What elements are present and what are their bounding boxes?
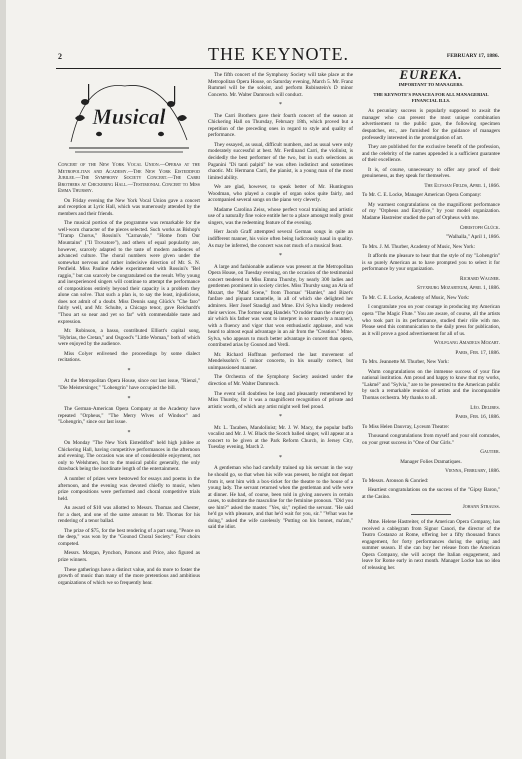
dispatch-recipient: To Messrs. Aronson & Conried: — [362, 477, 429, 484]
page-header — [56, 44, 501, 69]
paragraph: The German-American Opera Company at the Academy have repeated "Orpheus," "The Merry Wives of Windsor" and "Lohengrin," since our last issue. — [58, 406, 200, 426]
dispatch-signature: Gautier. — [480, 449, 500, 456]
intro-headline: Concert of the New York Vocal Union.—Operas at the Metropolitan and Academy.—The New York Eisteddfod Jubilee.—The Symphony Society Concert.—The Carri Brothers at Chickering Hall.—Testimonial Concert to Miss Emma Thursby. — [58, 162, 200, 195]
section-star: * — [279, 253, 282, 260]
paragraph: The musical portion of the programme was remarkable for the well-worn character of the pieces selected. Such works as Bishop's "Tramp Chorus," Rossini's "Carnavale," "Home from Our Mountains" ("Il Trovatore"), and others of equal popularity are, however, scarcely adapted to the taste of modern audiences of advanced culture. The choral numbers were given under the somewhat nervous and rather indecisive direction of Mr. S. N. Penfield. Miss Pauline Adele experimented with Rossini's "Bel raggio," but can scarcely be congratulated on the result. Why young and inexperienced singers will continue to attempt the performance of compositions entirely beyond their capacity is a problem they alone can solve. That such a plan is, to say the least, injudicious, does not admit of a doubt. Miss Dennis sang Glück's "Che faro" fairly well, and Mr. Schulte, a Chicago tenor, gave Reichardt's "Thou art so near and yet so far" with commendable taste and expression. — [58, 220, 200, 325]
paragraph: At the Metropolitan Opera House, since our last issue, "Rienzi," "Die Meistersinger," "Lohengrin" have occupied the bill. — [58, 378, 200, 391]
dispatch-signature: Christoph Glück. — [459, 224, 500, 231]
paragraph: Messrs. Morgan, Pynchon, Parsons and Price, also figured as prize winners. — [58, 550, 200, 563]
dispatch-body: Thousand congratulations from myself and your old comrades, on your great success in "One of Our Girls." — [362, 433, 500, 446]
paragraph: A large and fashionable audience was present at the Metropolitan Opera House, on Tuesday evening, on the occasion of the testimonial concert tendered to Miss Emma Thursby, by nearly 300 ladies and gentlemen prominent in society circles. Miss Thursby sang an Aria of Mozart, the "Mad Scene," from Thomas' "Hamlet," and Bizet's fanfare and piquant tarantelle, in all of which she delighted her admirers. Herr Josef Staudigl and Mme. Elvi Sylva kindly rendered their services. The former sang Handels "O rudder than the cherry (an air which his father was wont to interpret in so masterly a manner), with a fluency and vigor that won enthusiastic applause, and was heard to almost equal advantage in an air from the "Creation." Mme. Sylva, who appears to much better advantage in concert than opera, contributed arias by Gounod and Verdi. — [208, 263, 353, 349]
paragraph: On Friday evening the New York Vocal Union gave a concert and reception at Lyric Hall, which was numerously attended by the members and their friends. — [58, 197, 200, 217]
paragraph: An award of $10 was allotted to Messrs. Thomas and Chester, for a duet, and one of the same amount to Mr. Thomas for his rendering of a tenor ballad. — [58, 505, 200, 525]
paragraph: The Carri Brothers gave their fourth concert of the season at Chickering Hall on Thursday, February 18th, which proved but a repetition of the preceding ones in regard to style and quality of performance. — [208, 112, 353, 139]
dispatch-place: Paris, Feb. 17, 1886. — [455, 349, 500, 356]
paragraph: We are glad, however, to speak better of Mr. Huntington Woodman, who played a couple of organ solos quite fairly, and accompanied several songs on the piano very cleverly. — [208, 184, 353, 204]
eureka-heading: EUREKA. — [399, 67, 463, 82]
section-star: * — [279, 102, 282, 109]
paragraph: The event will doubtless be long and pleasantly remembered by Miss Thursby, for it was a magnificent recognition of private and artistic worth, of which any artist might well feel proud. — [208, 390, 353, 410]
section-star: * — [127, 367, 131, 374]
logo-text: Musical — [92, 104, 166, 129]
paragraph: The Orchestra of the Symphony Society assisted under the direction of Mr. Walter Damrosch. — [208, 374, 353, 387]
musical-notes-icon — [65, 72, 193, 156]
paragraph: A number of prizes were bestowed for essays and poems in the afternoon, and the evening was devoted chiefly to music, when prize compositions were performed and choral competitive trials held. — [58, 475, 200, 502]
dispatch-place: "Walhalla," April 1, 1866. — [446, 234, 500, 241]
issue-date: FEBRUARY 17, 1886. — [446, 53, 499, 59]
dispatch-body: Warm congratulations on the immense success of your fine national institution. Am proud and happy to know that my works, "Lakmé" and "Sylvia," are to be presented to the American public by such a remarkable reunion of artists and the incomparable Thomas orchestra. My thanks to all. — [362, 368, 500, 402]
eureka-subheading-2: THE KEYNOTE'S PANACEA FOR ALL MANAGERIAL FINANCIAL ILLS. — [373, 92, 489, 103]
divider — [411, 514, 451, 515]
dispatch-body: My warmest congratulations on the magnificent performance of my "Orpheus and Eurydice," by your model organization. Madame Hastreiter studied the part of Orpheus with me. — [362, 201, 500, 221]
dispatch-body: I congratulate you on your courage in producing my American opera "The Magic Flute." You are aware, of course, all the artists who took part in its performance, studied their rôle with me. Please send this communication to the daily press for publication, as it will prove a good advertisement for all of us. — [362, 304, 500, 337]
dispatch-signature: Léo. Delibes. — [470, 404, 500, 411]
section-star: * — [279, 414, 282, 421]
section-star: * — [279, 454, 282, 461]
dispatch-place: Styxburg Mozarteum, April 1, 1886. — [417, 285, 500, 292]
paragraph: The fifth concert of the Symphony Society will take place at the Metropolitan Opera House, on Saturday evening, March 5. Mr. Franz Rummel will be the soloist, and perform Rubinstein's D minor Concerto. Mr. Walter Damrosch will conduct. — [208, 72, 353, 98]
dispatch-signature: Johann Strauss. — [462, 503, 500, 510]
column-3 — [362, 67, 500, 575]
musical-logo — [65, 72, 193, 156]
column-1 — [58, 72, 200, 589]
dispatch-signature: Wolfgang Amadeus Mozart. — [434, 340, 500, 347]
dispatch-place: Vienna, February, 1886. — [445, 468, 500, 475]
page-number: 2 — [58, 52, 62, 61]
scan-edge — [0, 0, 6, 759]
eureka-subheading: IMPORTANT TO MANAGERS. — [398, 81, 464, 87]
masthead-title: THE KEYNOTE. — [208, 44, 349, 64]
paragraph: As pecuniary success is popularly supposed to await the manager who can present the most unique combination advertisement to the public gaze, the following specimen despatches, etc., are furnished for the guidance of managers professedly interested in the promulgation of art. — [362, 108, 500, 141]
paragraph: Mr. Richard Hoffman performed the last movement of Mendelssohn's G minor concerto, in his usually correct, but unimpassioned manner. — [208, 351, 353, 371]
paragraph: It is, of course, unnecessary to offer any proof of their genuineness, as they speak for themselves. — [362, 166, 500, 180]
dispatch-recipient: To Miss Helen Dauvray, Lyceum Theatre: — [362, 423, 450, 430]
paragraph: They are published for the exclusive benefit of the profession, and the celebrity of the names appended is a sufficient guarantee of their excellence. — [362, 144, 500, 164]
paragraph: Madame Carolina Zeiss, whose perfect vocal training and artistic use of a naturally fine voice entitle her to a place amongst really great singers, was the redeeming feature of the evening. — [208, 206, 353, 226]
paragraph: The prize of $75, for the best rendering of a part song, "Peace on the deep," was won by the "Gounod Choral Society." Four choirs competed. — [58, 527, 200, 547]
section-star: * — [127, 395, 131, 402]
dispatch-recipient: To Mr. C. E. Locke, Manager American Opera Company: — [362, 192, 482, 199]
dispatch-signature-title: Manager Folies Dramatiques. — [400, 458, 462, 465]
paragraph: Miss Colyer enlivened the proceedings by some dialect recitations. — [58, 350, 200, 364]
dispatch-place: The Elysian Fields, April 1, 1866. — [424, 182, 500, 189]
dispatch-body: It affords me pleasure to hear that the style of my "Lohengrin" is so purely American as to have prompted you to select it for performance by your organization. — [362, 253, 500, 273]
column-2 — [208, 72, 353, 534]
paragraph: They essayed, as usual, difficult numbers, and as usual were only moderately successful at best. Mr. Ferdinand Carri, the violinist, is decidedly the best performer of the two, but in such selections as Paganini "Di tanti palpiti" he was often indistinct and sometimes chaotic. Mr. Hermann Carri, the pianist, is a young man of the most limited ability. — [208, 141, 353, 181]
paragraph: Mr. Robinson, a basso, contributed Elliott's capital song, "Hybrias, the Cretan," and Osgood's "Little Woman," both of which were enjoyed by the audience. — [58, 328, 200, 348]
dispatch-signature: Richard Wagner. — [460, 275, 500, 282]
paragraph: On Monday "The New York Eisteddfod" held high jubilee at Chickering Hall, having competitive performances in the afternoon and evening. The occasion was one of considerable enjoyment, not only to Welshmen, but to the musical public generally, the only drawback being the inordinate length of the entertainment. — [58, 440, 200, 473]
section-star: * — [127, 429, 131, 436]
paragraph: These gatherings have a distinct value, and do more to foster the growth of music than many of the more pretentious and ambitious organizations of which we so frequently hear. — [58, 566, 200, 586]
paragraph: Herr Jacob Graff attempted several German songs in quite an indifferent manner, his voice often being ludicrously nasal in quality. As may be inferred, the concert was not much of a musical feast. — [208, 229, 353, 249]
dispatch-place: Paris, Feb. 16, 1886. — [455, 414, 500, 421]
paragraph: Mr. L. Tacaben, Mandolinist; Mr. J. W. Macy, the popular buffo vocalist and Mr. J. W. Black the Scotch balled singer, will appear at a concert to be given at the Park Reform Church, in Jersey City, Tuesday evening, March 2. — [208, 424, 353, 451]
paragraph: Mme. Helene Hastreiter, of the American Opera Company, has received a cablegram from Signor Canori, the director of the Teatro Costanzo at Rome, offering her a fifty thousand francs engagement, for forty performances during the spring and summer season. If she can buy her release from the American Opera Company, she will accept the Italian engagement, and leave for Rome early in next month. Manager Locke has no idea of releasing her. — [362, 519, 500, 571]
dispatch-recipient: To Mr. C. E. Locke, Academy of Music, New York: — [362, 294, 470, 301]
paragraph: A gentleman who had carefully trained up his servant in the way he should go, so that when his wife was present, he might not depart from it, sent him with a box-ticket for the theatre to the house of a young lady. The servant returned when the gentleman and wife were at dinner. He had, of course, been told in giving answers in certain cases, to substitute the masculine for the feminine pronoun. "Did you see him?" asked the master. "Yes, sir," replied the servant. "He said he'd go with pleasure, and that he'd wait for you, sir." "What was he doing," asked the wife carelessly "Putting on his bonnet, ma'am," said the idiot. — [208, 465, 353, 531]
dispatch-body: Heartiest congratulations on the success of the "Gipsy Baron," at the Casino. — [362, 487, 500, 501]
dispatch-recipient: To Mrs. Jeannette M. Thurber, New York: — [362, 359, 449, 366]
dispatch-recipient: To Mrs. J. M. Thurber, Academy of Music, New York: — [362, 243, 476, 250]
